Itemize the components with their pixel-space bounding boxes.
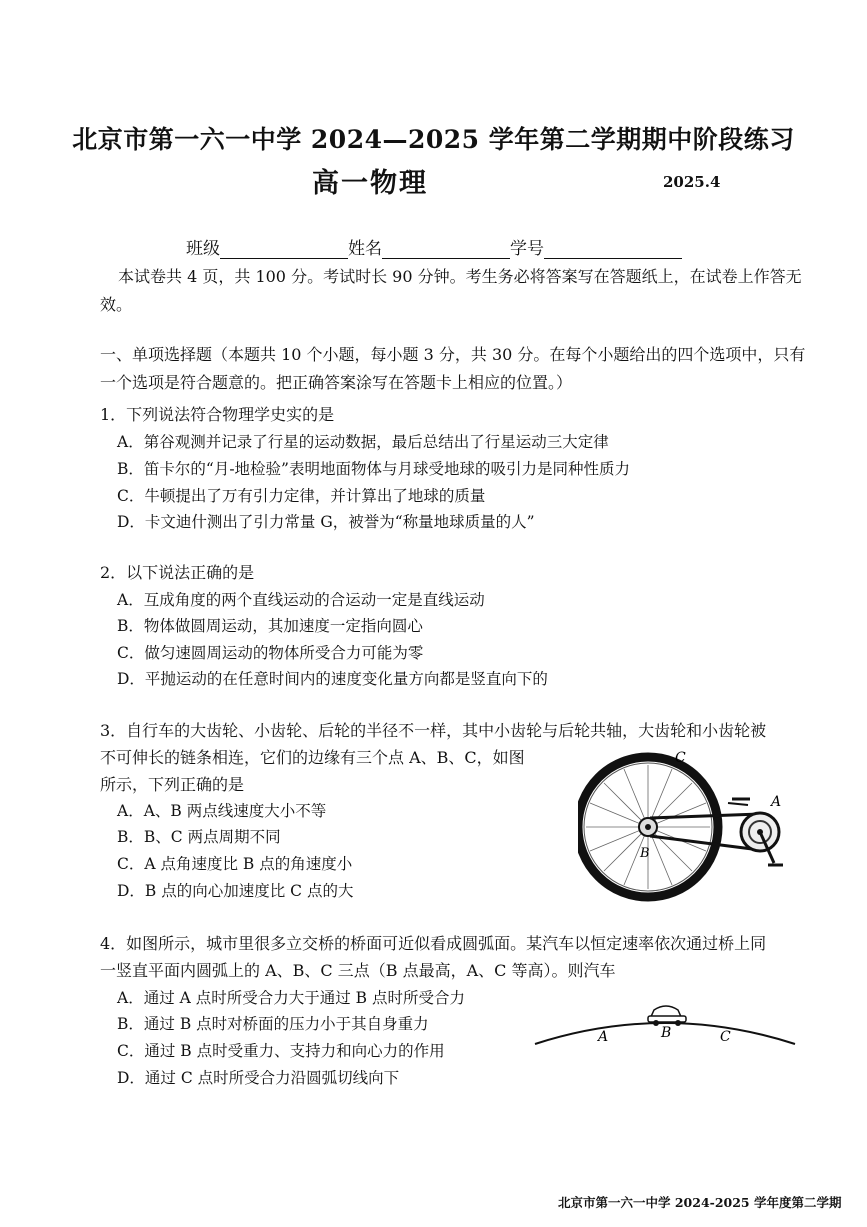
- bridge-label-c: C: [720, 1029, 731, 1045]
- question-1-stem: 1．下列说法符合物理学史实的是: [100, 405, 335, 424]
- question-1-option-a: A．第谷观测并记录了行星的运动数据，最后总结出了行星运动三大定律: [117, 433, 609, 451]
- question-4-option-a: A．通过 A 点时所受合力大于通过 B 点时所受合力: [117, 989, 465, 1007]
- id-blank[interactable]: [544, 240, 682, 259]
- question-3-option-a: A．A、B 两点线速度大小不等: [117, 802, 327, 820]
- name-blank[interactable]: [382, 240, 510, 259]
- exam-notice: 本试卷共 4 页，共 100 分。考试时长 90 分钟。考生务必将答案写在答题纸上，在试卷上作答无效。: [100, 267, 802, 314]
- figure-label-a: A: [771, 794, 782, 810]
- question-4-stem-line2: 一竖直平面内圆弧上的 A、B、C 三点（B 点最高，A、C 等高）。则汽车: [100, 961, 616, 980]
- exam-date: 2025.4: [663, 173, 721, 191]
- chain-top: [650, 814, 760, 818]
- question-4-stem-line1: 4．如图所示，城市里很多立交桥的桥面可近似看成圆弧面。某汽车以恒定速率依次通过桥上同: [100, 934, 767, 953]
- question-3-option-b: B．B、C 两点周期不同: [117, 828, 281, 846]
- question-2-stem: 2．以下说法正确的是: [100, 563, 255, 582]
- question-3-option-c: C．A 点角速度比 B 点的角速度小: [117, 855, 353, 873]
- question-4-option-c: C．通过 B 点时受重力、支持力和向心力的作用: [117, 1042, 445, 1060]
- question-2-option-b: B．物体做圆周运动，其加速度一定指向圆心: [117, 617, 423, 635]
- page-footer: 北京市第一六一中学 2024-2025 学年度第二学期: [558, 1195, 842, 1210]
- bridge-label-b: B: [661, 1025, 672, 1041]
- question-2-option-c: C．做匀速圆周运动的物体所受合力可能为零: [117, 644, 424, 662]
- figure-label-b: B: [640, 846, 650, 861]
- question-2-option-a: A．互成角度的两个直线运动的合运动一定是直线运动: [117, 591, 485, 609]
- question-2-option-d: D．平抛运动的在任意时间内的速度变化量方向都是竖直向下的: [117, 670, 548, 688]
- question-1-option-d: D．卡文迪什测出了引力常量 G，被誉为“称量地球质量的人”: [117, 513, 535, 531]
- question-3-stem-line2: 不可伸长的链条相连，它们的边缘有三个点 A、B、C，如图: [100, 748, 525, 767]
- section-heading: 一、单项选择题（本题共 10 个小题，每小题 3 分，共 30 分。在每个小题给出的四个选项中，只有一个选项是符合题意的。把正确答案涂写在答题卡上相应的位置。）: [100, 345, 806, 392]
- question-3-option-d: D．B 点的向心加速度比 C 点的大: [117, 882, 354, 900]
- exam-title: 北京市第一六一中学 2024—2025 学年第二学期期中阶段练习: [72, 125, 795, 154]
- bicycle-gear-figure: [578, 745, 793, 910]
- question-3-stem-line3: 所示，下列正确的是: [100, 775, 245, 794]
- question-1-option-c: C．牛顿提出了万有引力定律，并计算出了地球的质量: [117, 487, 486, 505]
- class-label: 班级: [186, 239, 220, 259]
- question-4-option-b: B．通过 B 点时对桥面的压力小于其自身重力: [117, 1015, 429, 1033]
- bridge-arc-figure: [530, 994, 800, 1054]
- question-4-option-d: D．通过 C 点时所受合力沿圆弧切线向下: [117, 1069, 400, 1087]
- student-info-fields: [186, 234, 682, 259]
- class-blank[interactable]: [220, 240, 348, 259]
- figure-label-c: C: [675, 750, 686, 766]
- bridge-label-a: A: [598, 1029, 609, 1045]
- question-3-stem-line1: 3．自行车的大齿轮、小齿轮、后轮的半径不一样，其中小齿轮与后轮共轴，大齿轮和小齿轮被: [100, 721, 767, 740]
- question-1-option-b: B．笛卡尔的“月-地检验”表明地面物体与月球受地球的吸引力是同种性质力: [117, 460, 630, 478]
- exam-subject: 高一物理: [312, 168, 428, 199]
- name-label: 姓名: [348, 239, 382, 259]
- id-label: 学号: [510, 239, 544, 259]
